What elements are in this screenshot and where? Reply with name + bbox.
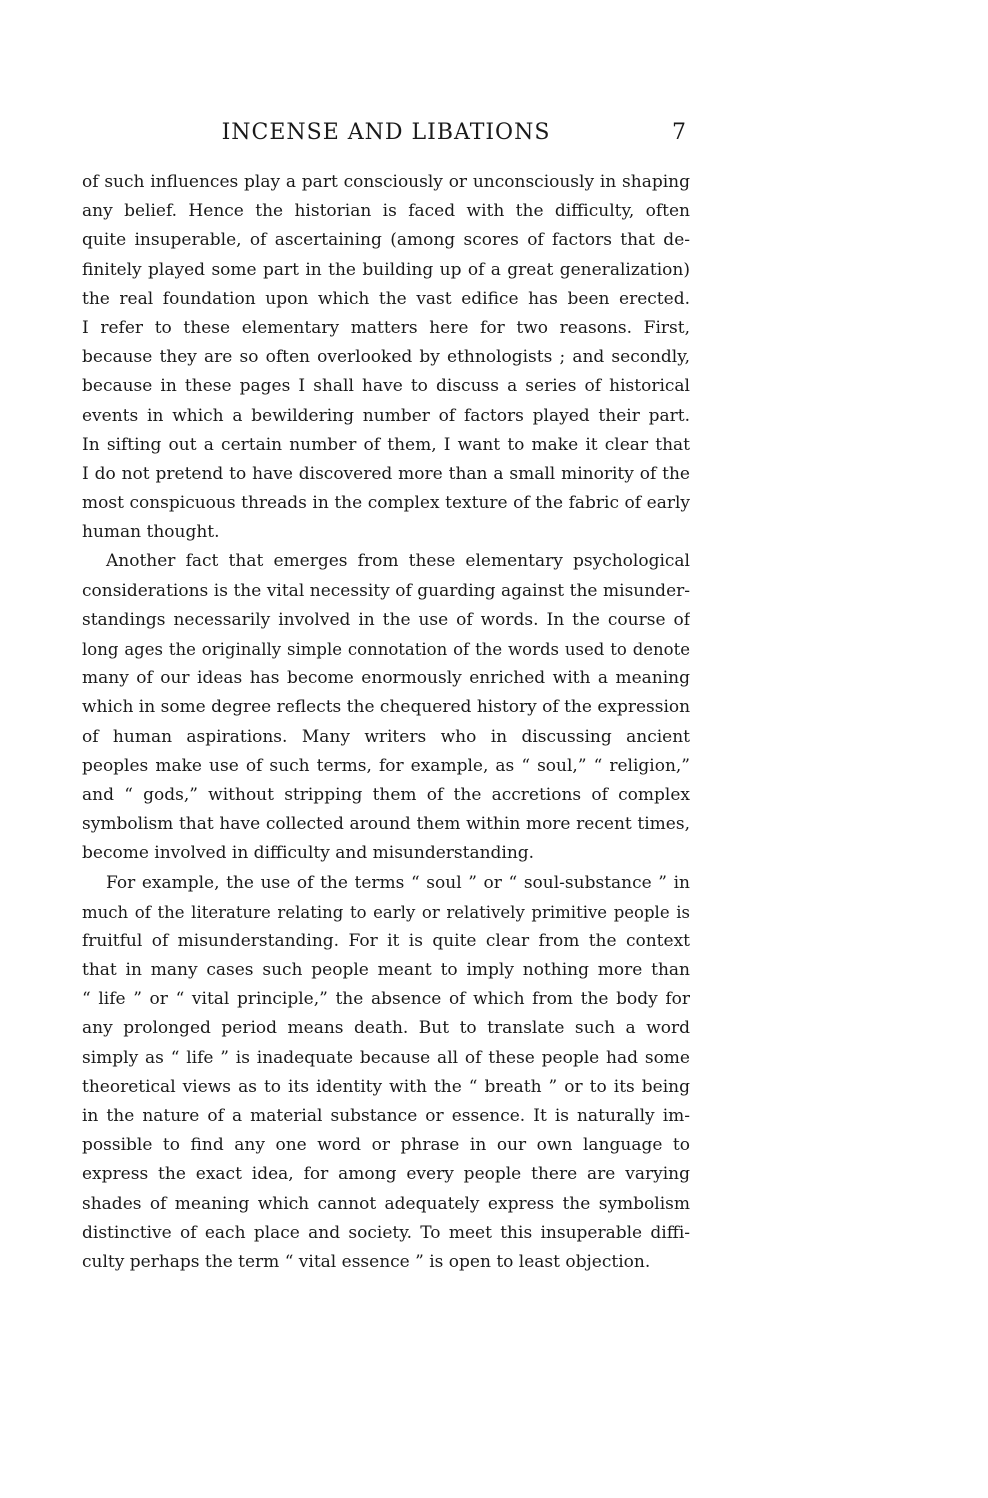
text-line: many of our ideas has become enormously enriched with a meaning xyxy=(82,668,690,689)
text-line: human thought. xyxy=(82,522,220,543)
text-line: fruitful of misunderstanding. For it is quite clear from the context xyxy=(82,930,690,951)
text-line: events in which a bewildering number of factors played their part. xyxy=(82,405,690,426)
text-line: standings necessarily involved in the use of words. In the course of xyxy=(82,609,690,630)
text-line: simply as “ life ” is inadequate because all of these people had some xyxy=(82,1047,690,1068)
text-line: distinctive of each place and society. To meet this insuperable diffi- xyxy=(82,1222,690,1243)
text-line: become involved in difficulty and misunderstanding. xyxy=(82,843,535,864)
text-line: the real foundation upon which the vast edifice has been erected. xyxy=(82,288,690,309)
text-line: possible to find any one word or phrase in our own language to xyxy=(82,1135,690,1156)
text-line: culty perhaps the term “ vital essence ” is open to least objection. xyxy=(82,1251,651,1272)
text-line: which in some degree reflects the chequered history of the expression xyxy=(82,697,690,718)
text-line: because in these pages I shall have to discuss a series of historical xyxy=(82,376,690,397)
text-line: “ life ” or “ vital principle,” the absence of which from the body for xyxy=(82,989,690,1010)
text-line: and “ gods,” without stripping them of the accretions of complex xyxy=(82,784,690,805)
text-line: most conspicuous threads in the complex texture of the fabric of early xyxy=(82,493,690,514)
text-line: express the exact idea, for among every people there are varying xyxy=(82,1164,690,1185)
text-line: I refer to these elementary matters here for two reasons. First, xyxy=(82,317,690,338)
text-line: of such influences play a part consciously or unconsciously in shaping xyxy=(82,172,690,192)
paragraph-first-line: For example, the use of the terms “ soul ” or “ soul-substance ” in xyxy=(106,872,690,893)
text-line: symbolism that have collected around them within more recent times, xyxy=(82,814,690,835)
text-line: I do not pretend to have discovered more than a small minority of the xyxy=(82,463,690,484)
page-number: 7 xyxy=(672,120,686,145)
text-line: any belief. Hence the historian is faced with the difficulty, often xyxy=(82,201,690,222)
text-line: much of the literature relating to early or relatively primitive people is xyxy=(82,902,690,922)
text-line: quite insuperable, of ascertaining (among scores of factors that de- xyxy=(82,230,690,251)
paragraph-first-line: Another fact that emerges from these elementary psychological xyxy=(106,551,690,572)
text-line: of human aspirations. Many writers who in discussing ancient xyxy=(82,726,690,747)
text-line: In sifting out a certain number of them, I want to make it clear that xyxy=(82,434,690,455)
text-line: finitely played some part in the building up of a great generalization) xyxy=(82,259,690,280)
text-line: because they are so often overlooked by ethnologists ; and secondly, xyxy=(82,347,690,368)
text-line: shades of meaning which cannot adequately express the symbolism xyxy=(82,1193,690,1214)
running-head xyxy=(82,116,690,150)
text-line: theoretical views as to its identity with the “ breath ” or to its being xyxy=(82,1076,690,1097)
text-line: any prolonged period means death. But to translate such a word xyxy=(82,1018,690,1039)
text-line: considerations is the vital necessity of guarding against the misunder- xyxy=(82,580,690,601)
body-text xyxy=(82,168,690,1277)
text-line: peoples make use of such terms, for example, as “ soul,” “ religion,” xyxy=(82,755,690,776)
text-line: long ages the originally simple connotation of the words used to denote xyxy=(82,640,690,659)
running-title: INCENSE AND LIBATIONS xyxy=(221,120,551,145)
text-line: that in many cases such people meant to imply nothing more than xyxy=(82,960,690,981)
text-line: in the nature of a material substance or essence. It is naturally im- xyxy=(82,1106,690,1126)
